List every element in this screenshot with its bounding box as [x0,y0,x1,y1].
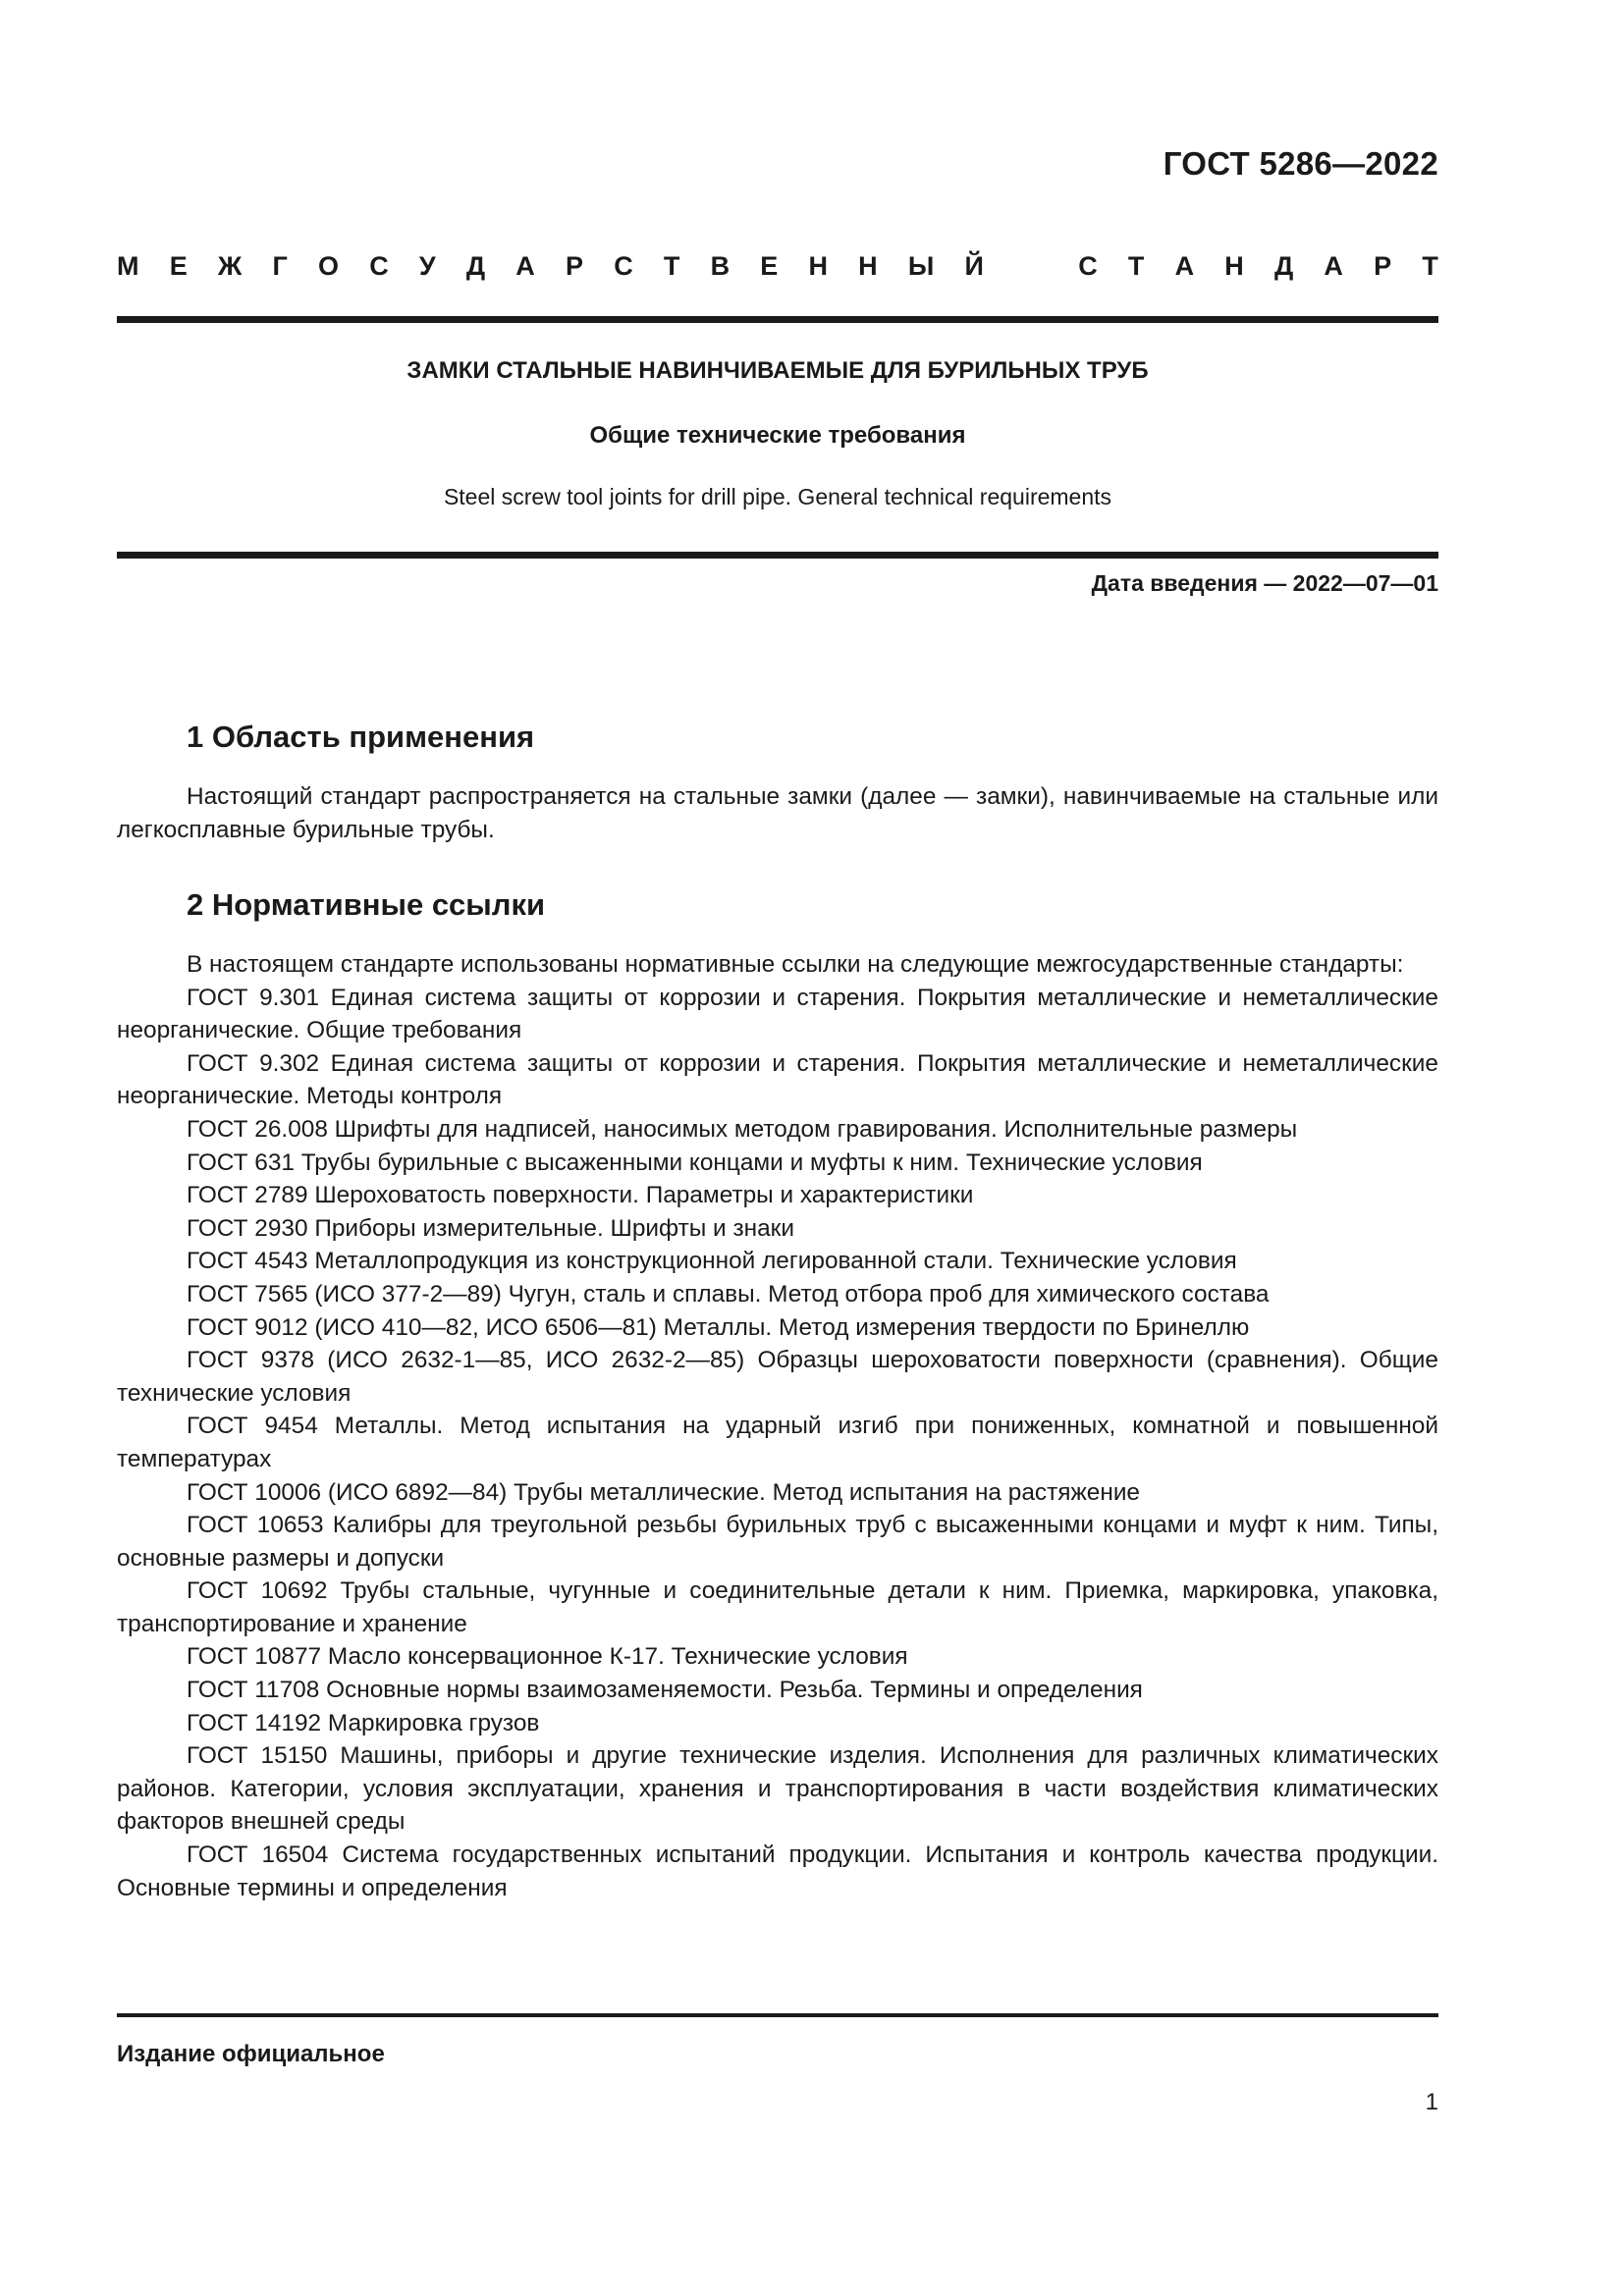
reference-item: ГОСТ 10006 (ИСО 6892—84) Трубы металлические. Метод испытания на растяжение [187,1478,1141,1506]
interstate-letter: Ы [907,251,935,281]
document-subtitle-ru: Общие технические требования [589,422,966,449]
interstate-letter: Н [808,251,828,281]
word-gap [1014,251,1048,282]
reference-item: ГОСТ 14192 Маркировка грузов [187,1709,540,1736]
section-1-body [117,780,1438,846]
reference-item: ГОСТ 9012 (ИСО 410—82, ИСО 6506—81) Металлы. Метод измерения твердости по Бринеллю [187,1313,1250,1341]
interstate-letter: В [710,251,731,281]
reference-item: ГОСТ 2789 Шероховатость поверхности. Параметры и характеристики [187,1182,974,1209]
paragraph-intro: В настоящем стандарте использованы нормативные ссылки на следующие межгосударственные стандарты: [187,951,1404,978]
document-page [117,0,1438,2296]
reference-item: ГОСТ 4543 Металлопродукция из конструкционной легированной стали. Технические условия [187,1248,1237,1275]
interstate-letter: Т [1422,251,1438,281]
reference-item: ГОСТ 9.302 Единая система защиты от коррозии и старения. Покрытия металлические и неметаллические неорганические. Методы контроля [117,1049,1438,1110]
footer-rule [117,2013,1438,2017]
document-title-ru: ЗАМКИ СТАЛЬНЫЕ НАВИНЧИВАЕМЫЕ ДЛЯ БУРИЛЬНЫХ ТРУБ [406,357,1149,384]
reference-item: ГОСТ 9.301 Единая система защиты от коррозии и старения. Покрытия металлические и неметаллические неорганические. Общие требования [117,984,1438,1044]
section-2-heading: 2 Нормативные ссылки [187,887,546,922]
reference-item: ГОСТ 15150 Машины, приборы и другие технические изделия. Исполнения для различных климатических районов. Категории, условия эксплуатации, хранения и транспортирования в части воздействия климатических факторов внешней среды [117,1742,1438,1836]
interstate-letter: У [418,251,436,281]
paragraph: Настоящий стандарт распространяется на стальные замки (далее — замки), навинчиваемые на стальные или легкосплавные бурильные трубы. [117,783,1438,843]
reference-item: ГОСТ 16504 Система государственных испытаний продукции. Испытания и контроль качества продукции. Основные термины и определения [117,1842,1438,1901]
reference-item: ГОСТ 10653 Калибры для треугольной резьбы бурильных труб с высаженными концами и муфт к ним. Типы, основные размеры и допуски [117,1512,1438,1572]
interstate-letter: О [317,251,339,281]
introduction-date: Дата введения — 2022—07—01 [1091,570,1438,596]
interstate-letter: Т [663,251,680,281]
reference-item: ГОСТ 11708 Основные нормы взаимозаменяемости. Резьба. Термины и определения [187,1677,1143,1704]
interstate-letter: С [369,251,389,281]
reference-item: ГОСТ 7565 (ИСО 377-2—89) Чугун, сталь и сплавы. Метод отбора проб для химического состава [187,1280,1270,1308]
interstate-letter: С [1078,251,1098,281]
interstate-letter: Е [169,251,188,281]
interstate-letter: Р [1374,251,1392,281]
interstate-standard-label [117,251,1438,282]
interstate-letter: Г [272,251,288,281]
reference-item: ГОСТ 631 Трубы бурильные с высаженными концами и муфты к ним. Технические условия [187,1148,1203,1176]
interstate-letter: А [1174,251,1195,281]
reference-item: ГОСТ 10877 Масло консервационное К-17. Технические условия [187,1643,908,1671]
interstate-letter: А [1324,251,1343,281]
title-rule [117,552,1438,559]
section-2-body [117,948,1438,1904]
interstate-letter: Т [1127,251,1145,281]
interstate-letter: Е [760,251,779,281]
top-rule [117,316,1438,323]
interstate-letter: С [614,251,633,281]
interstate-letter: Н [1224,251,1244,281]
interstate-letter: Н [858,251,878,281]
interstate-letter: М [117,251,139,281]
document-title-en: Steel screw tool joints for drill pipe. General technical requirements [443,484,1112,509]
interstate-letter: Д [465,251,486,281]
interstate-letter: А [515,251,535,281]
standard-number: ГОСТ 5286—2022 [1163,145,1438,182]
reference-item: ГОСТ 26.008 Шрифты для надписей, наносимых методом гравирования. Исполнительные размеры [187,1115,1298,1143]
reference-item: ГОСТ 2930 Приборы измерительные. Шрифты и знаки [187,1214,794,1242]
reference-item: ГОСТ 10692 Трубы стальные, чугунные и соединительные детали к ним. Приемка, маркировка, упаковка, транспортирование и хранение [117,1577,1438,1637]
page-number: 1 [1425,2089,1438,2115]
interstate-letter: Й [964,251,984,281]
reference-item: ГОСТ 9454 Металлы. Метод испытания на ударный изгиб при пониженных, комнатной и повышенной температурах [117,1413,1438,1472]
interstate-letter: Д [1273,251,1294,281]
official-edition-label: Издание официальное [117,2041,385,2067]
interstate-letter: Ж [217,251,243,281]
reference-item: ГОСТ 9378 (ИСО 2632-1—85, ИСО 2632-2—85) Образцы шероховатости поверхности (сравнения). Общие технические условия [117,1347,1438,1407]
interstate-letter: Р [565,251,583,281]
section-1-heading: 1 Область применения [187,720,535,754]
